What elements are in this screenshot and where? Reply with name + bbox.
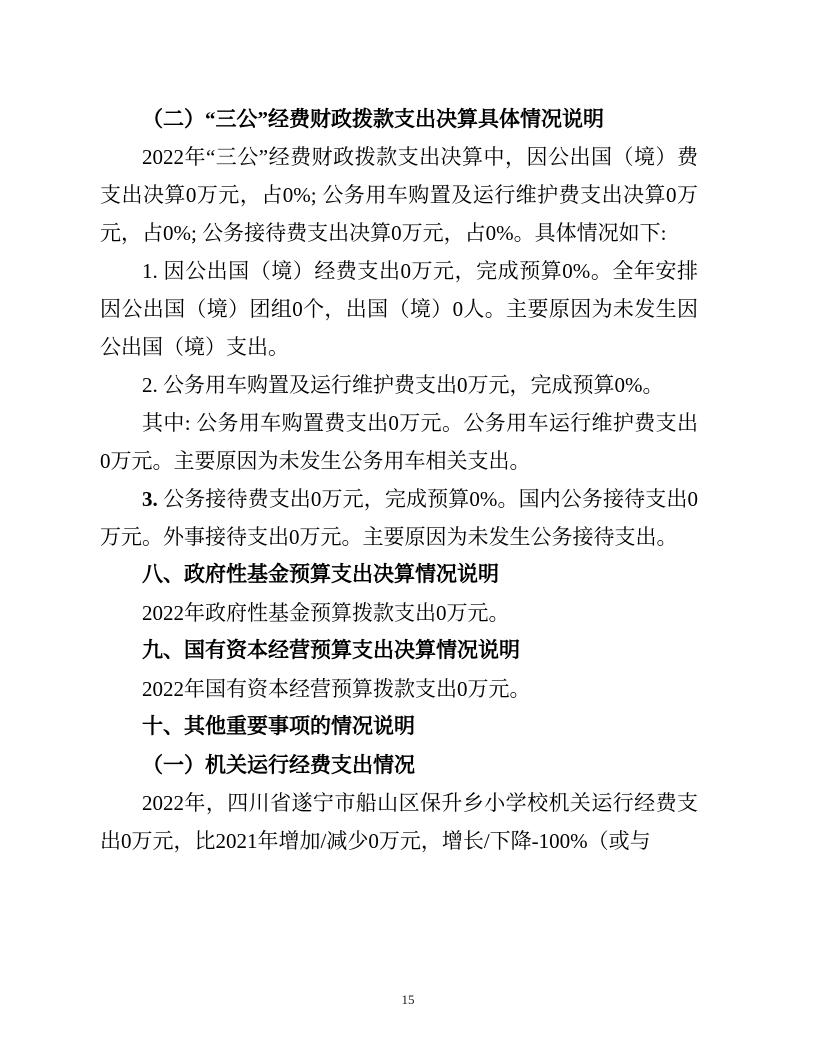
page-number: 15: [401, 992, 415, 1007]
heading-subsection-1-operating: （一）机关运行经费支出情况: [142, 753, 415, 777]
heading-section-9-statecapital: 九、国有资本经营预算支出决算情况说明: [142, 639, 520, 662]
paragraph-statecapital-expense: 2022年国有资本经营预算拨款支出0万元。: [142, 677, 531, 701]
paragraph-reception-expense-text: 公务接待费支出0万元，完成预算0%。国内公务接待支出0万元。外事接待支出0万元。主要原因为未发生公务接待支出。: [100, 487, 698, 549]
item-number-3: 3.: [142, 487, 158, 511]
paragraph-operating-expense: 2022年，四川省遂宁市船山区保升乡小学校机关运行经费支出0万元，比2021年增加/减少0万元，增长/下降-100%（或与: [100, 791, 698, 853]
paragraph-vehicle-expense: 2. 公务用车购置及运行维护费支出0万元，完成预算0%。: [142, 373, 664, 397]
document-body: [100, 100, 698, 860]
heading-section-8-govfund: 八、政府性基金预算支出决算情况说明: [142, 563, 499, 586]
paragraph-sangong-summary: 2022年“三公”经费财政拨款支出决算中，因公出国（境）费支出决算0万元，占0%; 公务用车购置及运行维护费支出决算0万元，占0%; 公务接待费支出决算0万元，占0%。具体情况如下:: [100, 145, 698, 245]
paragraph-vehicle-detail-text: 其中: 公务用车购置费支出0万元。公务用车运行维护费支出0万元。主要原因为未发生公务用车相关支出。: [100, 411, 698, 473]
paragraph-reception-expense: [100, 480, 698, 556]
paragraph-vehicle-detail: [100, 404, 698, 480]
heading-sangong-detail: （二）“三公”经费财政拨款支出决算具体情况说明: [142, 107, 604, 131]
paragraph-govfund-expense: 2022年政府性基金预算拨款支出0万元。: [142, 601, 510, 625]
paragraph-abroad-expense: 1. 因公出国（境）经费支出0万元，完成预算0%。全年安排因公出国（境）团组0个，出国（境）0人。主要原因为未发生因公出国（境）支出。: [100, 259, 698, 359]
heading-section-10-other: 十、其他重要事项的情况说明: [142, 715, 415, 738]
